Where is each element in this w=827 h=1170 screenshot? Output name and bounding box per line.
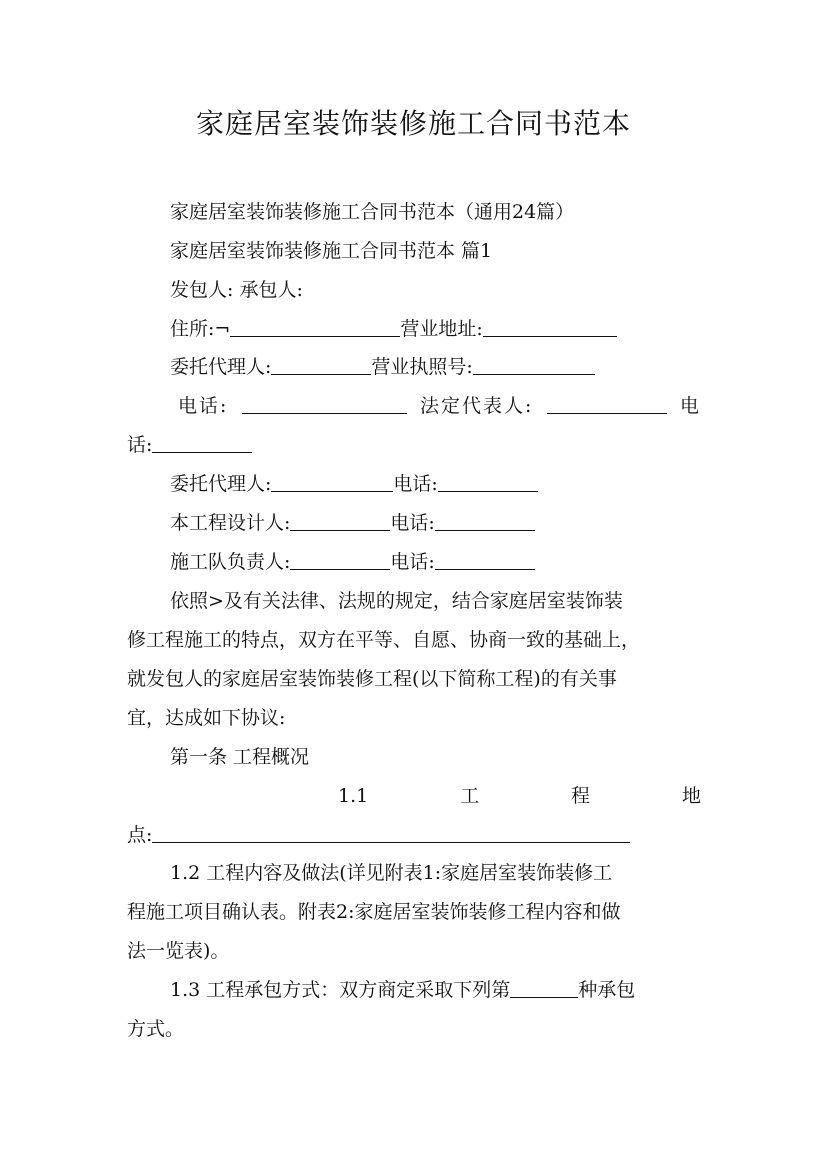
clause-word: 工 [460,785,480,807]
agent-label: 委托代理人: [170,356,272,378]
paragraph-line: 就发包人的家庭居室装饰装修工程(以下简称工程)的有关事 [127,668,617,690]
business-address-blank [483,316,617,337]
subtitle-line: 家庭居室装饰装修施工合同书范本（通用24篇） [170,201,575,223]
phone2-blank [152,432,252,453]
paragraph-line: 依照>及有关法律、法规的规定，结合家庭居室装饰装 [170,590,623,612]
license-blank [473,354,595,375]
contract-type-blank [510,977,578,998]
team-leader-phone-label: 电话: [390,551,435,573]
clause-1-1-line [338,783,701,809]
designer-blank [290,510,390,531]
location-line [127,822,701,848]
agent2-line [170,471,701,497]
parties-line: 发包人: 承包人: [170,279,303,301]
designer-line [170,510,701,536]
team-leader-line [170,549,701,575]
section-heading: 家庭居室装饰装修施工合同书范本 篇1 [170,240,493,262]
location-label: 点: [127,824,153,846]
team-leader-label: 施工队负责人: [170,551,291,573]
paragraph-line: 宜，达成如下协议: [127,707,286,729]
paragraph-line: 程施工项目确认表。附表2:家庭居室装饰装修工程内容和做 [127,901,621,923]
clause-word: 程 [571,785,591,807]
clause-1-3-text-end: 种承包 [578,979,636,1001]
business-address-label: 营业地址: [400,318,483,340]
phone-label-end: 话: [127,434,153,456]
designer-phone-label: 电话: [390,512,435,534]
agent2-label: 委托代理人: [170,473,272,495]
team-leader-phone-blank [435,549,535,570]
clause-word: 地 [681,785,701,807]
phone-label-start: 电 [679,395,701,417]
phone-label: 电话: [178,395,229,417]
legal-rep-blank [547,393,667,414]
address-label: 住所:¬ [170,318,231,340]
clause-1-3-line [170,977,701,1003]
legal-rep-label: 法定代表人: [419,395,534,417]
designer-phone-blank [435,510,535,531]
paragraph-line: 修工程施工的特点，双方在平等、自愿、协商一致的基础上， [127,629,641,651]
paragraph-line: 法一览表)。 [127,940,230,962]
phone-blank [242,393,407,414]
paragraph-line: 方式。 [127,1018,185,1040]
address-line [170,316,701,342]
agent2-blank [271,471,393,492]
location-blank [152,822,630,843]
clause-1-2-line: 1.2 工程内容及做法(详见附表1:家庭居室装饰装修工 [170,862,613,884]
document-title: 家庭居室装饰装修施工合同书范本 [195,107,631,140]
team-leader-blank [290,549,390,570]
designer-label: 本工程设计人: [170,512,291,534]
clause-number: 1.1 [338,785,369,807]
agent-blank [271,354,371,375]
address-blank [230,316,400,337]
phone-legal-rep-line [178,393,701,419]
clause-1-3-text: 1.3 工程承包方式：双方商定采取下列第 [170,979,511,1001]
phone-continued-line [127,432,701,458]
license-label: 营业执照号: [371,356,473,378]
article-heading: 第一条 工程概况 [170,746,310,768]
agent-line [170,354,701,380]
agent2-phone-label: 电话: [393,473,438,495]
agent2-phone-blank [438,471,538,492]
